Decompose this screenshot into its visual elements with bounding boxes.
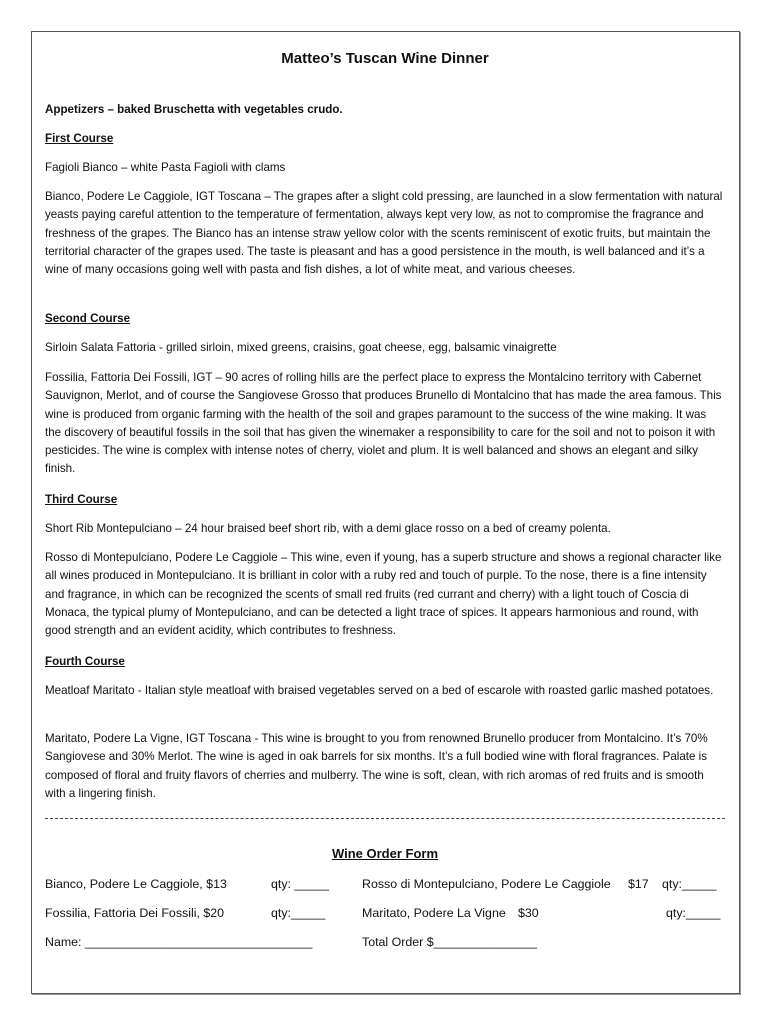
page-title: Matteo’s Tuscan Wine Dinner xyxy=(281,50,489,67)
first-course-wine: Bianco, Podere Le Caggiole, IGT Toscana – The grapes after a slight cold pressing, are launched in a slow fermentation with natural yeasts paying careful attention to the temperature of fermentation, always kept very low, as not to compromise the fragrance and freshness of the grapes. The Bianco has an intense straw yellow color with the scents reminiscent of exotic fruits, but maintain the territorial character of the grapes used. The taste is pleasant and has a good persistence in the mouth, is well balanced and it’s a wine of many occasions going well with pasta and fish dishes, a lot of white meat, and various cheeses. xyxy=(45,190,723,277)
order-maritato-price: $30 xyxy=(518,906,539,920)
order-fossilia-label: Fossilia, Fattoria Dei Fossili, $20 xyxy=(45,906,225,920)
appetizers-line: Appetizers – baked Bruschetta with vegetables crudo. xyxy=(45,103,343,116)
order-maritato-label: Maritato, Podere La Vigne xyxy=(362,906,506,920)
order-maritato-qty[interactable]: qty:_____ xyxy=(666,906,721,920)
fourth-course-wine: Maritato, Podere La Vigne, IGT Toscana - This wine is brought to you from renowned Brunello producer from Montalcino. It’s 70% Sangiovese and 30% Merlot. The wine is aged in oak barrels for six months. It’s a full bodied wine with floral fragrances. Palate is composed of floral and fruity flavors of cherries and mulberry. The wine is soft, clean, with rich aromas of red fruits and is smooth with a lingering finish. xyxy=(45,732,708,800)
divider-line xyxy=(45,818,725,820)
order-rosso-label: Rosso di Montepulciano, Podere Le Caggiole xyxy=(362,877,611,891)
fourth-course-dish: Meatloaf Maritato - Italian style meatloaf with braised vegetables served on a bed of escarole with roasted garlic mashed potatoes. xyxy=(45,684,714,697)
order-name-field[interactable]: Name: _________________________________ xyxy=(45,935,313,949)
order-form-title: Wine Order Form xyxy=(331,846,439,861)
order-total-field[interactable]: Total Order $_______________ xyxy=(362,935,537,949)
first-course-heading: First Course xyxy=(45,132,114,145)
order-fossilia-qty[interactable]: qty:_____ xyxy=(271,906,326,920)
second-course-heading: Second Course xyxy=(45,312,131,325)
second-course-dish: Sirloin Salata Fattoria - grilled sirloin, mixed greens, craisins, goat cheese, egg, balsamic vinaigrette xyxy=(45,341,557,354)
third-course-wine: Rosso di Montepulciano, Podere Le Caggiole – This wine, even if young, has a superb structure and shows a regional character like all wines produced in Montepulciano. It is brilliant in color with a ruby red and touch of purple. To the nose, there is a fine intensity and fragrance, in which can be recognized the scents of small red fruits (red currant and cherry) with a light touch of Coscia di Monaca, the typical plumy of Montepulciano, and can be detected a light trace of spices. It appears harmonious and round, with good strength and an evident acidity, which contributes to freshness. xyxy=(45,551,722,638)
first-course-dish: Fagioli Bianco – white Pasta Fagioli with clams xyxy=(45,161,286,174)
order-rosso-price: $17 xyxy=(628,877,649,891)
second-course-wine: Fossilia, Fattoria Dei Fossili, IGT – 90 acres of rolling hills are the perfect place to express the Montalcino territory with Cabernet Sauvignon, Merlot, and of course the Sangiovese Grosso that produces Brunello di Montalcino that has made the area famous. This wine is produced from organic farming with the health of the soil and grapes paramount to the success of the wine making. It was the discovery of beautiful fossils in the soil that has given the winemaker a responsibility to care for the soil and not to poison it with pesticides. The wine is complex with intense notes of cherry, violet and plum. It is well balanced and shows an elegant and silky finish. xyxy=(45,371,722,476)
order-bianco-label: Bianco, Podere Le Caggiole, $13 xyxy=(45,877,227,891)
fourth-course-heading: Fourth Course xyxy=(45,655,125,668)
order-bianco-qty[interactable]: qty: _____ xyxy=(271,877,329,891)
third-course-dish: Short Rib Montepulciano – 24 hour braised beef short rib, with a demi glace rosso on a bed of creamy polenta. xyxy=(45,522,611,535)
order-rosso-qty[interactable]: qty:_____ xyxy=(662,877,717,891)
third-course-heading: Third Course xyxy=(45,493,118,506)
